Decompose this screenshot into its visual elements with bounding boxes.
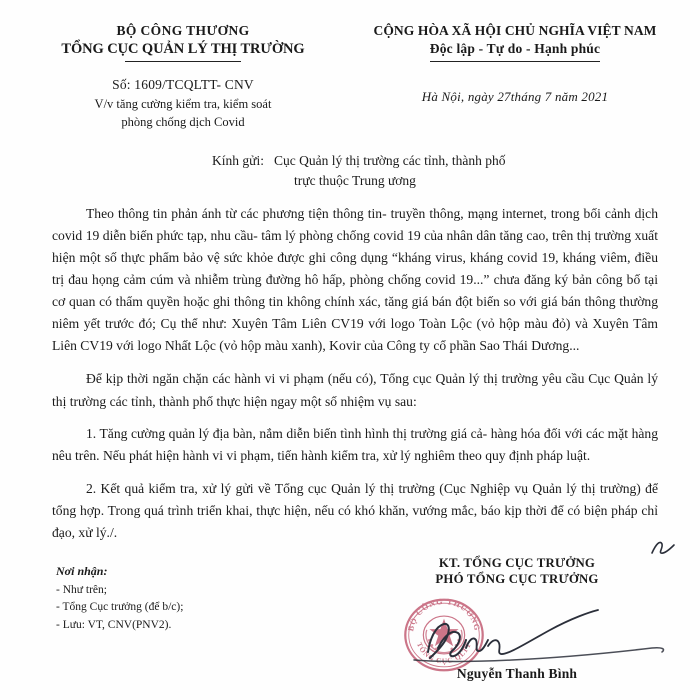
- signer-name: Nguyễn Thanh Bình: [456, 665, 578, 681]
- signer-title-line-2: PHÓ TỔNG CỤC TRƯỞNG: [435, 571, 599, 586]
- national-motto: Độc lập - Tự do - Hạnh phúc: [430, 40, 600, 59]
- document-number-block: [18, 75, 348, 131]
- recipients-list-title: Nơi nhận:: [56, 564, 108, 578]
- signature-block: [392, 556, 642, 682]
- issuing-authority-block: [18, 22, 348, 131]
- recipient-label: Kính gửi:: [212, 152, 264, 168]
- body-paragraph-2: Để kịp thời ngăn chặn các hành vi vi phạm (nếu có), Tổng cục Quản lý thị trường yêu cầu Cục Quản lý thị trường các tỉnh, thành phố thực hiện ngay một số nhiệm vụ sau:: [52, 371, 658, 409]
- list-item: - Tổng Cục trưởng (để b/c);: [56, 601, 184, 614]
- recipients-list: [56, 582, 183, 635]
- list-item: - Lưu: VT, CNV(PNV2).: [56, 619, 172, 632]
- recipient-line-2: trực thuộc Trung ương: [294, 173, 416, 189]
- document-footer: [0, 556, 700, 700]
- recipient-block: [0, 151, 700, 192]
- body-task-1: 1. Tăng cường quản lý địa bàn, nắm diễn biến tình hình thị trường giá cả- hàng hóa đối với các mặt hàng nêu trên. Nếu phát hiện hành vi vi phạm, tiến hành kiểm tra, xử lý nghiêm theo quy định pháp luật.: [52, 425, 658, 463]
- nation-name: CỘNG HÒA XÃ HỘI CHỦ NGHĨA VIỆT NAM: [373, 23, 657, 38]
- place-and-date: Hà Nội, ngày 27tháng 7 năm 2021: [421, 89, 609, 105]
- signer-title-line-1: KT. TỔNG CỤC TRƯỞNG: [438, 556, 596, 570]
- recipient-line-1: Cục Quản lý thị trường các tỉnh, thành phố: [273, 152, 506, 168]
- document-subject-line-2: phòng chống dịch Covid: [121, 114, 245, 129]
- document-subject-line-1: V/v tăng cường kiểm tra, kiểm soát: [94, 96, 272, 111]
- list-item: - Như trên;: [56, 583, 107, 596]
- body-task-2: 2. Kết quả kiểm tra, xử lý gửi về Tổng cục Quản lý thị trường (Cục Nghiệp vụ Quản lý thị trường) để tổng hợp. Trong quá trình triển khai, thực hiện, nếu có khó khăn, vướng mắc, báo kịp thời để có biện pháp chỉ đạo, xử lý./.: [52, 480, 658, 540]
- svg-text:TỔNG CỤC QLTT: TỔNG CỤC QLTT: [414, 640, 474, 666]
- document-number: Số: 1609/TCQLTT- CNV: [112, 77, 254, 93]
- agency-name: TỔNG CỤC QUẢN LÝ THỊ TRƯỜNG: [61, 41, 305, 58]
- document-header: [0, 0, 700, 131]
- body-paragraph-1: Theo thông tin phản ánh từ các phương tiện thông tin- truyền thông, mạng internet, trong bối cảnh dịch covid 19 diễn biến phức tạp, nhu cầu- tâm lý phòng chống covid 19 của nhân dân tăng cao, trên thị trường xuất hiện một số thực phẩm bảo vệ sức khỏe được ghi công dụng “kháng virus, kháng covid 19, kháng viêm, điều trị đau họng cảm cúm và nhiễm trùng đường hô hấp, phòng chống covid 19...” chưa đăng ký bản công bố tại cơ quan có thẩm quyền hoặc ghi thông tin không chính xác, tăng giá bán đột biến so với giá bán thông thường niêm yết trước đó; Cụ thể như: Xuyên Tâm Liên CV19 với logo Toàn Lộc (vỏ hộp màu đỏ) và Xuyên Tâm Liên CV19 với logo Nhất Lộc (vỏ hộp màu xanh), Kovir của Công ty cổ phần Sao Thái Dương...: [52, 206, 658, 354]
- document-body: [0, 203, 700, 543]
- recipients-list-block: [56, 562, 183, 635]
- svg-text:BỘ CÔNG THƯƠNG: BỘ CÔNG THƯƠNG: [406, 596, 482, 633]
- national-heading-block: [348, 22, 682, 105]
- ministry-name: BỘ CÔNG THƯƠNG: [116, 23, 250, 38]
